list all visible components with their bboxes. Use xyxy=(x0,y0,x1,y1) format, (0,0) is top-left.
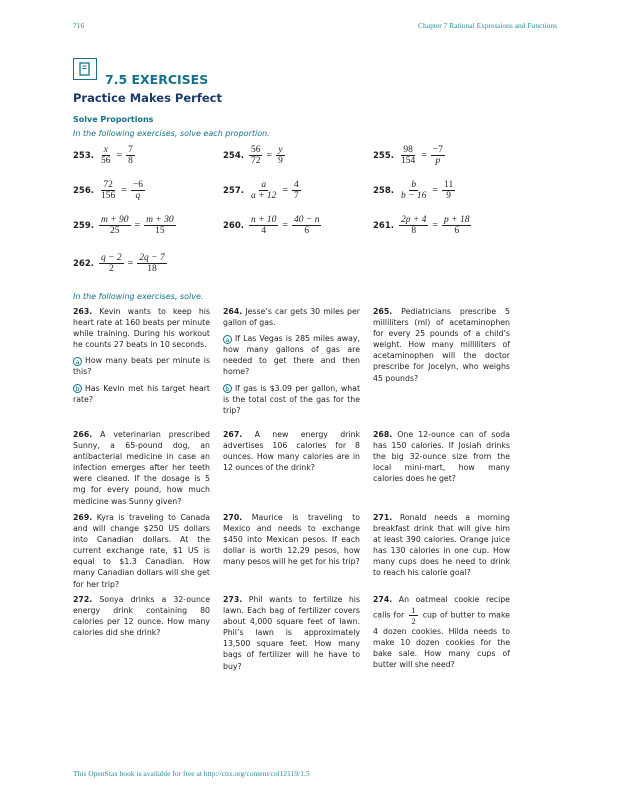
proportion-262: 262. $\frac{q - 2}{2}$ = $\frac{2q - 7}{18}$ xyxy=(73,253,165,274)
problem-266: 266. A veterinarian prescribed Sunny, a 65-pound dog, an antibacterial medicine in case an infection emerges after her teeth were cleaned. If the dosage is 5 mg for every pound, how much medicine was Sunny given? xyxy=(73,430,210,506)
section-title: 7.5 EXERCISES xyxy=(105,72,209,87)
instruction-proportions: In the following exercises, solve each proportion. xyxy=(73,129,270,138)
problem-270: 270. Maurice is traveling to Mexico and needs to exchange $450 into Mexican pesos. If each dollar is worth 12.29 pesos, how many pesos will he get for his trip? xyxy=(223,513,360,567)
footer-note: This OpenStax book is available for free at http://cnx.org/content/col12119/1.5 xyxy=(73,769,310,778)
proportion-261: 261. $\frac{2p + 4}{8}$ = $\frac{p + 18}{6}$ xyxy=(373,215,470,236)
problem-265: 265. Pediatricians prescribe 5 milliliters (ml) of acetaminophen for every 25 pounds of a child’s weight. How many milliliters of acetaminophen will the doctor prescribe for Jocelyn, who weighs 45 pounds? xyxy=(373,307,510,383)
proportion-253: 253. $\frac{x}{56}$ = $\frac{7}{8}$ xyxy=(73,145,133,166)
proportion-254: 254. $\frac{56}{72}$ = $\frac{y}{9}$ xyxy=(223,145,283,166)
section-subtitle: Practice Makes Perfect xyxy=(73,91,222,105)
problem-267: 267. A new energy drink advertises 106 calories for 8 ounces. How many calories are in 12 ounces of the drink? xyxy=(223,430,360,473)
problem-263: 263. Kevin wants to keep his heart rate at 160 beats per minute while training. During his workout he counts 27 beats in 10 seconds. a How many beats per minute is this? b Has Kevin met his target heart rate? xyxy=(73,307,210,404)
problem-271: 271. Ronald needs a morning breakfast drink that will give him at least 390 calories. Orange juice has 130 calories in one cup. How many cups does he need to drink to reach his calorie goal? xyxy=(373,513,510,578)
problem-272: 272. Sonya drinks a 32-ounce energy drink containing 80 calories per 12 ounce. How many calories did she drink? xyxy=(73,595,210,638)
instruction-word-problems: In the following exercises, solve. xyxy=(73,292,204,301)
problem-264: 264. Jesse’s car gets 30 miles per gallon of gas. a If Las Vegas is 285 miles away, how many gallons of gas are needed to get there and then home? b If gas is $3.09 per gallon, what is the total cost of the gas for the trip? xyxy=(223,307,361,415)
proportion-258: 258. $\frac{b}{b - 16}$ = $\frac{11}{9}$ xyxy=(373,180,454,201)
proportion-256: 256. $\frac{72}{156}$ = $\frac{-6}{q}$ xyxy=(73,180,143,201)
problem-269: 269. Kyra is traveling to Canada and will change $250 US dollars into Canadian dollars. At the current exchange rate, $1 US is equal to $1.3 Canadian. How many Canadian dollars will she get for her trip? xyxy=(73,513,210,589)
chapter-title: Chapter 7 Rational Expressions and Functions xyxy=(418,21,557,30)
problem-268: 268. One 12-ounce can of soda has 150 calories. If Josiah drinks the big 32-ounce size from the local mini-mart, how many calories does he get? xyxy=(373,430,510,484)
problem-274: 274. An oatmeal cookie recipe calls for $\frac{1}{2}$ cup of butter to make 4 dozen cookies. Hilda needs to make 10 dozen cookies for the bake sale. How many cups of butter will she need? xyxy=(373,595,510,670)
problem-273: 273. Phil wants to fertilize his lawn. Each bag of fertilizer covers about 4,000 square feet of lawn. Phil’s lawn is approximately 13,500 square feet. How many bags of fertilizer will he have to buy? xyxy=(223,595,361,671)
exercise-icon xyxy=(73,58,97,80)
proportion-259: 259. $\frac{m + 90}{25}$ = $\frac{m + 30}{15}$ xyxy=(73,215,174,236)
proportion-257: 257. $\frac{a}{a + 12}$ = $\frac{4}{7}$ xyxy=(223,180,299,201)
proportion-255: 255. $\frac{98}{154}$ = $\frac{-7}{p}$ xyxy=(373,145,443,166)
page-number: 716 xyxy=(73,21,85,30)
proportion-260: 260. $\frac{n + 10}{4}$ = $\frac{40 - n}{6}$ xyxy=(223,215,320,236)
category-title: Solve Proportions xyxy=(73,115,154,124)
